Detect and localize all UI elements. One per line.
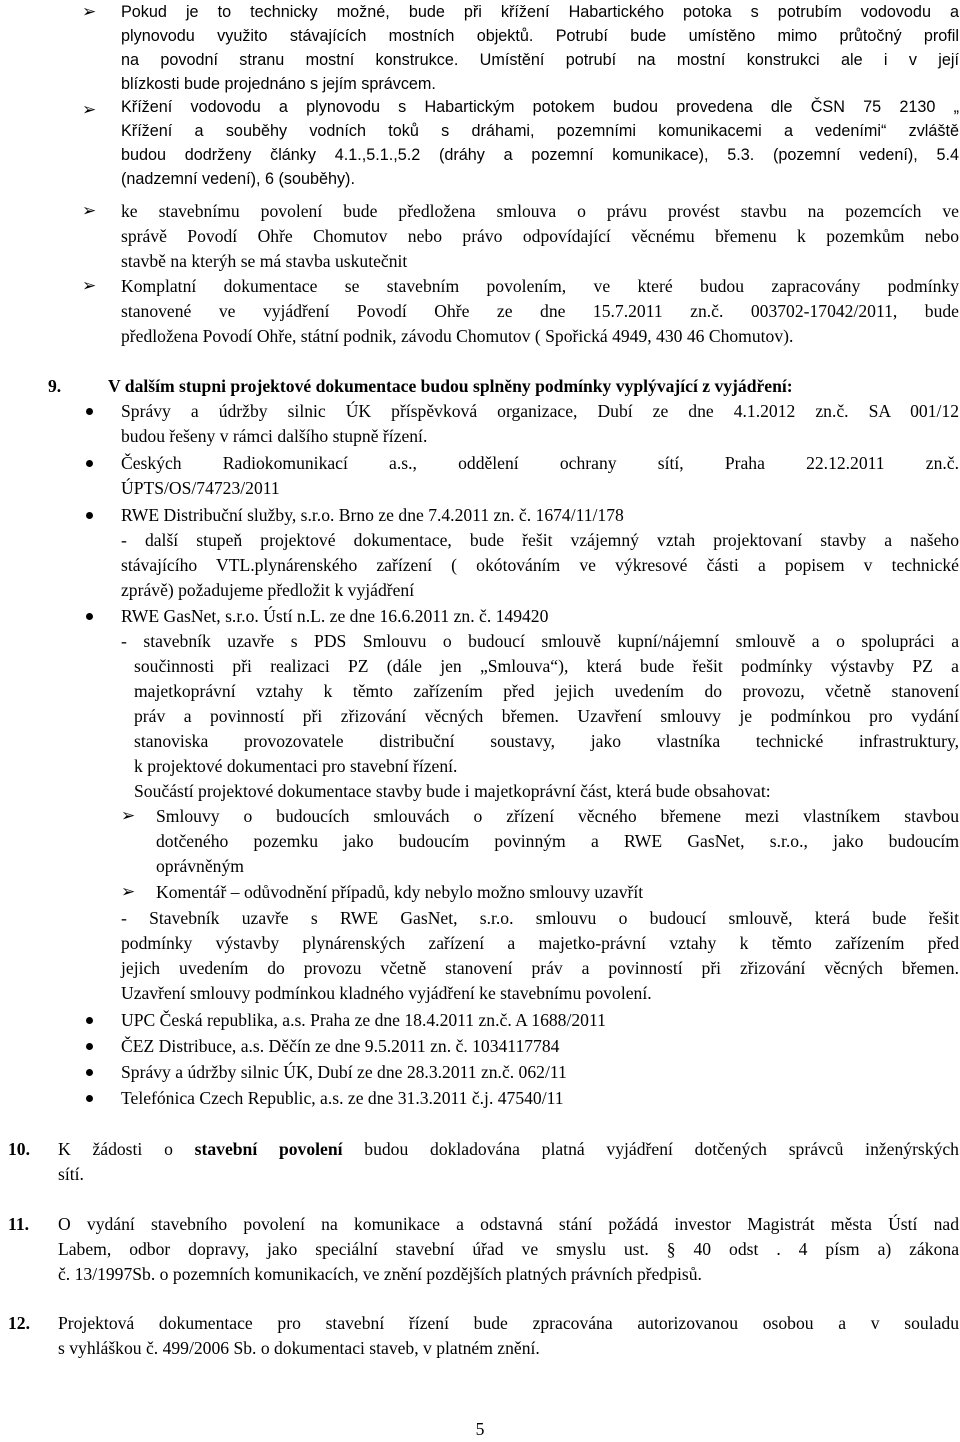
arrow-bullet-icon: ➢	[121, 882, 136, 902]
arrow-bullet-icon: ➢	[82, 201, 97, 221]
arrow-bullet-icon: ➢	[82, 2, 97, 22]
list-item-line: stanoviska provozovatele distribuční soustavy, jako vlastníka technické infrastruktury,	[134, 731, 959, 751]
list-item-line: stávajícího VTL.plynárenského zařízení ( okótováním ve výkresové části a popisem v technické	[121, 555, 959, 575]
list-item-line: majetkoprávní vztahy k těmto zařízením před jejich uvedením do provozu, včetně stanovení	[134, 681, 959, 701]
list-item-line: Správy a údržby silnic ÚK, Dubí ze dne 28.3.2011 zn.č. 062/11	[121, 1062, 567, 1082]
list-item-line: součinnosti při realizaci PZ (dále jen „Smlouva“), která bude řešit podmínky výstavby PZ a	[134, 656, 959, 676]
section-heading: V dalším stupni projektové dokumentace budou splněny podmínky vyplývající z vyjádření:	[108, 376, 793, 396]
list-item-line: Správy a údržby silnic ÚK příspěvková organizace, Dubí ze dne 4.1.2012 zn.č. SA 001/12	[121, 401, 959, 421]
list-item-line: ÚPTS/OS/74723/2011	[121, 478, 280, 498]
paragraph-line: na povodní stranu mostní konstrukce. Umístění potrubí na mostní konstrukci ale i v její	[121, 51, 959, 69]
list-item-line: budou řešeny v rámci dalšího stupně řízení.	[121, 426, 428, 446]
arrow-bullet-icon: ➢	[82, 276, 97, 296]
round-bullet-icon	[86, 512, 93, 519]
list-item-line: RWE Distribuční služby, s.r.o. Brno ze dne 7.4.2011 zn. č. 1674/11/178	[121, 505, 624, 525]
paragraph-line: ke stavebnímu povolení bude předložena smlouva o právu provést stavbu na pozemcích ve	[121, 201, 959, 221]
round-bullet-icon	[86, 1043, 93, 1050]
round-bullet-icon	[86, 1069, 93, 1076]
list-item-line: UPC Česká republika, a.s. Praha ze dne 18.4.2011 zn.č. A 1688/2011	[121, 1010, 606, 1030]
list-item-line: - další stupeň projektové dokumentace, bude řešit vzájemný vztah projektovaní stavby a našeho	[121, 530, 959, 550]
list-item-line: jejich uvedením do provozu včetně stanovení práv a povinností při zřizování věcných břemen.	[121, 958, 959, 978]
round-bullet-icon	[86, 460, 93, 467]
list-item-line: ČEZ Distribuce, a.s. Děčín ze dne 9.5.2011 zn. č. 1034117784	[121, 1036, 560, 1056]
list-item-line: Uzavření smlouvy podmínkou kladného vyjádření ke stavebnímu povolení.	[121, 983, 652, 1003]
round-bullet-icon	[86, 613, 93, 620]
list-item-line: k projektové dokumentaci pro stavební řízení.	[134, 756, 458, 776]
sub-item-line: dotčeného pozemku jako budoucím povinným a RWE GasNet, s.r.o., jako budoucím	[156, 831, 959, 851]
section-number: 9.	[48, 376, 62, 396]
paragraph-line: stanovené ve vyjádření Povodí Ohře ze dne 15.7.2011 zn.č. 003702-17042/2011, bude	[121, 301, 959, 321]
sub-item-line: oprávněným	[156, 856, 244, 876]
list-item-line: podmínky výstavby plynárenských zařízení a majetko-právní vztahy k těmto zařízením před	[121, 933, 959, 953]
inline-text: budou dokladována platná vyjádření dotčených správců inženýrských	[342, 1139, 959, 1159]
paragraph-line: Komplatní dokumentace se stavebním povolením, ve které budou zapracovány podmínky	[121, 276, 959, 296]
page-number: 5	[475, 1419, 485, 1439]
inline-text: K žádosti o	[58, 1139, 195, 1159]
paragraph-line: Pokud je to technicky možné, bude při křížení Habartického potoka s potrubím vodovodu a	[121, 3, 959, 21]
paragraph-line: O vydání stavebního povolení na komunikace a odstavná stání požádá investor Magistrát města Ústí nad	[58, 1214, 959, 1234]
round-bullet-icon	[86, 1017, 93, 1024]
list-item-line: zprávě) požadujeme předložit k vyjádření	[121, 580, 415, 600]
section-number: 11.	[8, 1214, 30, 1234]
round-bullet-icon	[86, 1095, 93, 1102]
list-item-line: Telefónica Czech Republic, a.s. ze dne 31.3.2011 č.j. 47540/11	[121, 1088, 564, 1108]
paragraph-line: Křížení vodovodu a plynovodu s Habartickým potokem budou provedena dle ČSN 75 2130 „	[121, 98, 959, 116]
paragraph-line: plynovodu využito stávajících mostních objektů. Potrubí bude umístěno mimo průtočný profil	[121, 27, 959, 45]
paragraph-line: Projektová dokumentace pro stavební řízení bude zpracována autorizovanou osobou a v souladu	[58, 1313, 959, 1333]
paragraph-line: budou dodrženy články 4.1.,5.1.,5.2 (dráhy a pozemní komunikace), 5.3. (pozemní vedení), 5.4	[121, 146, 959, 164]
paragraph-line	[58, 1137, 959, 1161]
section-number: 12.	[8, 1313, 30, 1333]
paragraph-line: č. 13/1997Sb. o pozemních komunikacích, ve znění pozdějších platných právních předpisů.	[58, 1264, 702, 1284]
paragraph-line: blízkosti bude projednáno s jejím správcem.	[121, 75, 436, 93]
inline-bold-text: stavební povolení	[194, 1139, 343, 1159]
paragraph-line: Křížení a souběhy vodních toků s dráhami, pozemními komunikacemi a vedeními“ zvláště	[121, 122, 959, 140]
paragraph-line: Labem, odbor dopravy, jako speciální stavební úřad ve smyslu ust. § 40 odst . 4 písm a) zákona	[58, 1239, 959, 1259]
paragraph-line: (nadzemní vedení), 6 (souběhy).	[121, 170, 355, 188]
sub-item-line: Komentář – odůvodnění případů, kdy nebylo možno smlouvy uzavřít	[156, 882, 644, 902]
arrow-bullet-icon: ➢	[121, 806, 136, 826]
paragraph-line: správě Povodí Ohře Chomutov nebo právo odpovídající věcnému břemenu k pozemkům nebo	[121, 226, 959, 246]
list-item-line: - stavebník uzavře s PDS Smlouvu o budoucí smlouvě kupní/nájemní smlouvě a o spolupráci a	[121, 631, 959, 651]
list-item-line: - Stavebník uzavře s RWE GasNet, s.r.o. smlouvu o budoucí smlouvě, která bude řešit	[121, 908, 959, 928]
sub-item-line: Smlouvy o budoucích smlouvách o zřízení věcného břemene mezi vlastníkem stavbou	[156, 806, 959, 826]
paragraph-line: sítí.	[58, 1164, 84, 1184]
list-item-line: Českých Radiokomunikací a.s., oddělení ochrany sítí, Praha 22.12.2011 zn.č.	[121, 453, 959, 473]
paragraph-line: stavbě na kterýh se má stavba uskutečnit	[121, 251, 408, 271]
list-item-line: práv a povinností při zřizování věcných břemen. Uzavření smlouvy je podmínkou pro vydání	[134, 706, 959, 726]
paragraph-line: s vyhláškou č. 499/2006 Sb. o dokumentaci staveb, v platném znění.	[58, 1338, 540, 1358]
arrow-bullet-icon: ➢	[82, 100, 97, 120]
section-number: 10.	[8, 1139, 30, 1159]
list-item-line: RWE GasNet, s.r.o. Ústí n.L. ze dne 16.6.2011 zn. č. 149420	[121, 606, 549, 626]
round-bullet-icon	[86, 408, 93, 415]
paragraph-line: předložena Povodí Ohře, státní podnik, závodu Chomutov ( Spořická 4949, 430 46 Chomutov).	[121, 326, 794, 346]
list-item-line: Součástí projektové dokumentace stavby bude i majetkoprávní část, která bude obsahovat:	[134, 781, 771, 801]
